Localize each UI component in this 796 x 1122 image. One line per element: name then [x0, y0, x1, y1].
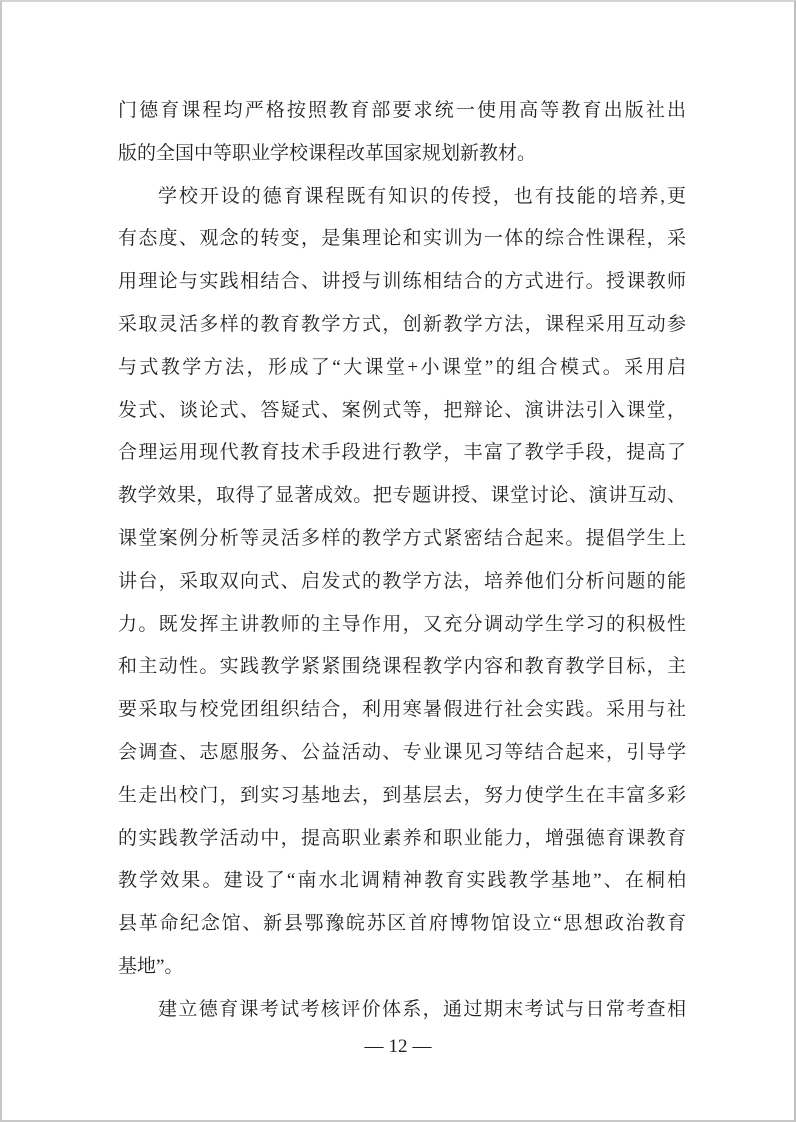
text-line: 门德育课程均严格按照教育部要求统一使用高等教育出版社出	[118, 100, 686, 121]
text-line: 有态度、观念的转变，是集理论和实训为一体的综合性课程，采	[118, 228, 686, 250]
page-footer	[2, 1034, 794, 1060]
text-line: 力。既发挥主讲教师的主导作用，又充分调动学生学习的积极性	[118, 613, 686, 635]
text-line: 生走出校门，到实习基地去，到基层去，努力使学生在丰富多彩	[118, 784, 686, 806]
text-line: 版的全国中等职业学校课程改革国家规划新教材。	[118, 142, 537, 164]
text-line: 会调查、志愿服务、公益活动、专业课见习等结合起来，引导学	[118, 741, 686, 763]
text-line: 与式教学方法，形成了“大课堂+小课堂”的组合模式。采用启	[118, 356, 686, 378]
text-line: 建立德育课考试考核评价体系，通过期末考试与日常考查相	[158, 998, 686, 1020]
footer-dash-left: —	[364, 1036, 384, 1057]
text-line: 基地”。	[118, 955, 184, 977]
text-line: 合理运用现代教育技术手段进行教学，丰富了教学手段，提高了	[118, 442, 686, 464]
text-line: 用理论与实践相结合、讲授与训练相结合的方式进行。授课教师	[118, 271, 686, 293]
text-line: 采取灵活多样的教育教学方式，创新教学方法，课程采用互动参	[118, 313, 686, 335]
text-line: 和主动性。实践教学紧紧围绕课程教学内容和教育教学目标，主	[118, 656, 686, 678]
text-line: 县革命纪念馆、新县鄂豫皖苏区首府博物馆设立“思想政治教育	[118, 913, 686, 935]
text-line: 学校开设的德育课程既有知识的传授，也有技能的培养,更	[158, 185, 686, 207]
text-line: 教学效果，取得了显著成效。把专题讲授、课堂讨论、演讲互动、	[118, 485, 686, 507]
text-line: 要采取与校党团组织结合，利用寒暑假进行社会实践。采用与社	[118, 699, 686, 721]
text-line: 教学效果。建设了“南水北调精神教育实践教学基地”、在桐柏	[118, 870, 686, 892]
text-line: 发式、谈论式、答疑式、案例式等，把辩论、演讲法引入课堂，	[118, 399, 686, 421]
text-line: 讲台，采取双向式、启发式的教学方法，培养他们分析问题的能	[118, 570, 686, 592]
text-line: 课堂案例分析等灵活多样的教学方式紧密结合起来。提倡学生上	[118, 527, 686, 549]
footer-dash-right: —	[412, 1036, 432, 1057]
page-number: 12	[388, 1036, 408, 1057]
text-line: 的实践教学活动中，提高职业素养和职业能力，增强德育课教育	[118, 827, 686, 849]
document-body	[118, 90, 686, 1032]
